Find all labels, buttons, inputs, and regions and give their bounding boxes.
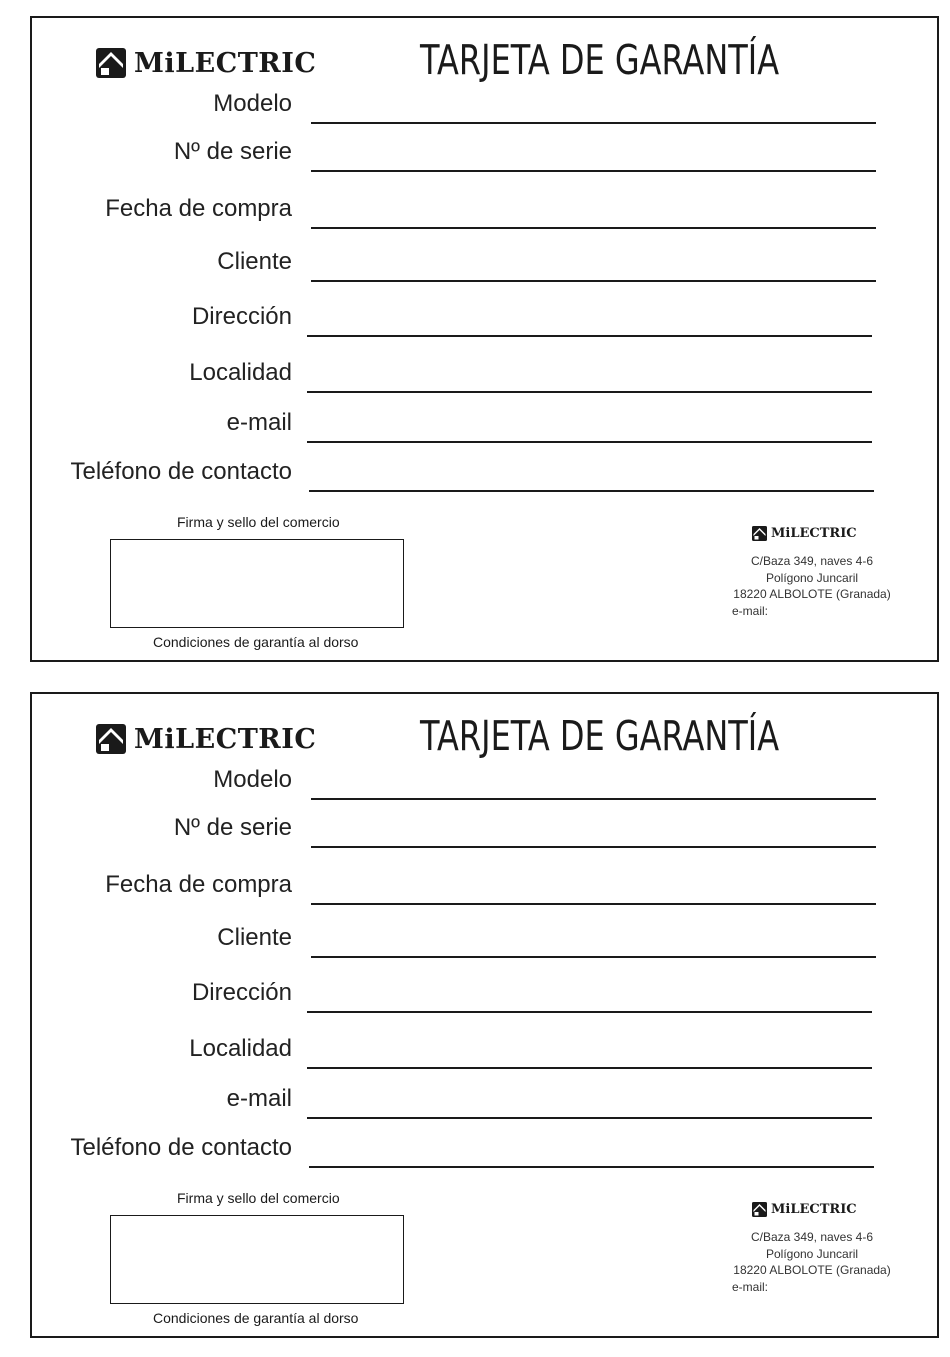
field-label: Nº de serie [173, 138, 292, 165]
field-fecha-compra [32, 189, 941, 229]
fecha-input-line[interactable] [311, 903, 876, 905]
warranty-card-2 [30, 692, 939, 1338]
field-label: Dirección [191, 303, 292, 330]
card-title: TARJETA DE GARANTÍA [420, 36, 780, 84]
milectric-logo [96, 46, 316, 80]
email-input-line[interactable] [307, 441, 872, 443]
direccion-input-line[interactable] [307, 335, 872, 337]
brand-name: MiLECTRIC [771, 526, 857, 541]
brand-name: MiLECTRIC [134, 47, 317, 79]
small-milectric-logo [752, 1202, 857, 1217]
direccion-input-line[interactable] [307, 1011, 872, 1013]
modelo-input-line[interactable] [311, 798, 876, 800]
email-input-line[interactable] [307, 1117, 872, 1119]
firma-label: Firma y sello del comercio [177, 1190, 340, 1206]
field-label: Fecha de compra [105, 195, 292, 222]
field-modelo [32, 84, 941, 124]
field-n-serie [32, 808, 941, 848]
milectric-logo [96, 722, 316, 756]
field-modelo [32, 760, 941, 800]
field-telefono [32, 452, 941, 492]
firma-label: Firma y sello del comercio [177, 514, 340, 530]
field-label: Dirección [191, 979, 292, 1006]
firma-sello-box[interactable] [110, 1215, 404, 1304]
field-label: Localidad [189, 359, 292, 386]
field-cliente [32, 918, 941, 958]
address-line: C/Baza 349, naves 4-6 [750, 1230, 874, 1244]
address-line: 18220 ALBOLOTE (Granada) [733, 587, 891, 601]
field-direccion [32, 973, 941, 1013]
localidad-input-line[interactable] [307, 1067, 872, 1069]
field-label: Modelo [213, 90, 292, 117]
field-label: Modelo [213, 766, 292, 793]
field-fecha-compra [32, 865, 941, 905]
small-milectric-logo [752, 526, 857, 541]
serie-input-line[interactable] [311, 170, 876, 172]
modelo-input-line[interactable] [311, 122, 876, 124]
conditions-label: Condiciones de garantía al dorso [153, 634, 359, 650]
cliente-input-line[interactable] [311, 956, 876, 958]
telefono-input-line[interactable] [309, 490, 874, 492]
company-address [732, 553, 892, 619]
firma-sello-box[interactable] [110, 539, 404, 628]
address-email: e-mail: [732, 603, 769, 618]
telefono-input-line[interactable] [309, 1166, 874, 1168]
field-n-serie [32, 132, 941, 172]
field-localidad [32, 353, 941, 393]
milectric-logo-icon [752, 1202, 767, 1217]
company-address [732, 1229, 892, 1295]
brand-name: MiLECTRIC [771, 1202, 857, 1217]
field-label: Teléfono de contacto [70, 458, 292, 485]
card-title: TARJETA DE GARANTÍA [420, 712, 780, 760]
field-localidad [32, 1029, 941, 1069]
milectric-logo-icon [96, 724, 126, 754]
fecha-input-line[interactable] [311, 227, 876, 229]
field-email [32, 1079, 941, 1119]
field-label: Teléfono de contacto [70, 1134, 292, 1161]
milectric-logo-icon [752, 526, 767, 541]
field-direccion [32, 297, 941, 337]
address-line: Polígono Juncaril [765, 1246, 859, 1261]
field-label: Localidad [189, 1035, 292, 1062]
field-email [32, 403, 941, 443]
milectric-logo-icon [96, 48, 126, 78]
address-line: 18220 ALBOLOTE (Granada) [733, 1263, 891, 1277]
field-cliente [32, 242, 941, 282]
address-line: C/Baza 349, naves 4-6 [750, 554, 874, 568]
field-label: Cliente [217, 248, 292, 275]
field-label: Cliente [217, 924, 292, 951]
cliente-input-line[interactable] [311, 280, 876, 282]
warranty-card-1 [30, 16, 939, 662]
localidad-input-line[interactable] [307, 391, 872, 393]
field-label: Nº de serie [173, 814, 292, 841]
address-line: Polígono Juncaril [765, 570, 859, 585]
field-telefono [32, 1128, 941, 1168]
serie-input-line[interactable] [311, 846, 876, 848]
conditions-label: Condiciones de garantía al dorso [153, 1310, 359, 1326]
brand-name: MiLECTRIC [134, 723, 317, 755]
field-label: e-mail [226, 409, 292, 436]
field-label: e-mail [226, 1085, 292, 1112]
address-email: e-mail: [732, 1279, 769, 1294]
field-label: Fecha de compra [105, 871, 292, 898]
